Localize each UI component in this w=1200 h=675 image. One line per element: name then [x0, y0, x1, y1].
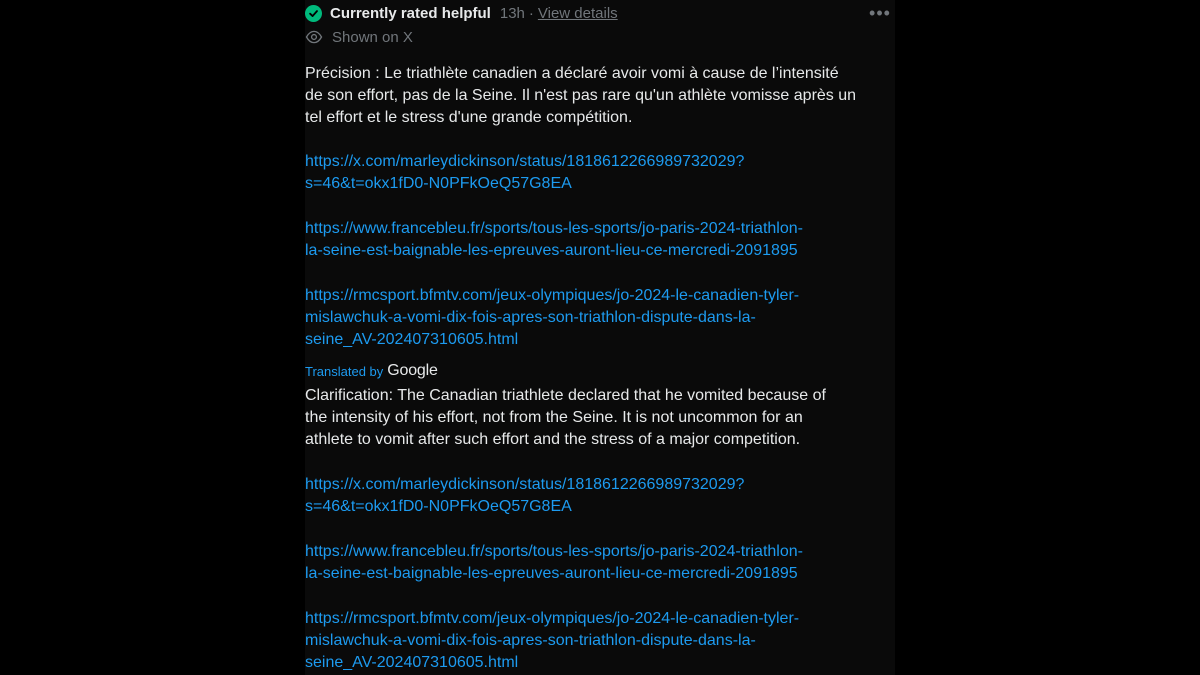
- link-line[interactable]: s=46&t=okx1fD0-N0PFkOeQ57G8EA: [305, 175, 572, 192]
- link-line[interactable]: https://www.francebleu.fr/sports/tous-les-sports/jo-paris-2024-triathlon-: [305, 220, 803, 237]
- link-line[interactable]: https://www.francebleu.fr/sports/tous-les-sports/jo-paris-2024-triathlon-: [305, 543, 803, 560]
- more-horizontal-icon: •••: [869, 2, 891, 23]
- link-line[interactable]: la-seine-est-baignable-les-epreuves-auront-lieu-ce-mercredi-2091895: [305, 242, 798, 259]
- note-original-text: [305, 63, 895, 129]
- note-header: [305, 3, 618, 23]
- text-line: tel effort et le stress d'une grande compétition.: [305, 109, 633, 126]
- view-details-link[interactable]: View details: [537, 4, 618, 22]
- translated-link-rmcsport[interactable]: [305, 608, 895, 674]
- text-line: Clarification: The Canadian triathlete declared that he vomited because of: [305, 387, 826, 404]
- text-line: athlete to vomit after such effort and the stress of a major competition.: [305, 431, 801, 448]
- separator-dot: ·: [528, 4, 534, 22]
- link-line[interactable]: la-seine-est-baignable-les-epreuves-auront-lieu-ce-mercredi-2091895: [305, 565, 798, 582]
- link-line[interactable]: seine_AV-202407310605.html: [305, 654, 519, 671]
- link-line[interactable]: https://x.com/marleydickinson/status/1818612266989732029?: [305, 476, 745, 493]
- text-line: the intensity of his effort, not from the Seine. It is not uncommon for an: [305, 409, 803, 426]
- link-line[interactable]: mislawchuk-a-vomi-dix-fois-apres-son-triathlon-dispute-dans-la-: [305, 309, 756, 326]
- link-line[interactable]: https://rmcsport.bfmtv.com/jeux-olympiques/jo-2024-le-canadien-tyler-: [305, 610, 800, 627]
- link-line[interactable]: s=46&t=okx1fD0-N0PFkOeQ57G8EA: [305, 498, 572, 515]
- text-line: de son effort, pas de la Seine. Il n'est pas rare qu'un athlète vomisse après un: [305, 87, 857, 104]
- translated-by-row: [305, 360, 438, 382]
- link-line[interactable]: https://rmcsport.bfmtv.com/jeux-olympiques/jo-2024-le-canadien-tyler-: [305, 287, 800, 304]
- note-translated-text: [305, 385, 895, 451]
- google-logo: Google: [387, 362, 438, 379]
- check-circle-icon: [305, 5, 322, 22]
- note-timestamp: 13h: [499, 4, 525, 22]
- translated-link-francebleu[interactable]: [305, 541, 895, 585]
- translated-by-label: Translated by: [305, 363, 384, 379]
- note-status: Currently rated helpful: [330, 4, 491, 22]
- link-line[interactable]: https://x.com/marleydickinson/status/1818612266989732029?: [305, 153, 745, 170]
- eye-icon: [305, 28, 323, 46]
- text-line: Précision : Le triathlète canadien a déclaré avoir vomi à cause de l’intensité: [305, 65, 839, 82]
- shown-on-row: [305, 27, 413, 47]
- link-line[interactable]: mislawchuk-a-vomi-dix-fois-apres-son-triathlon-dispute-dans-la-: [305, 632, 756, 649]
- more-options-button[interactable]: [865, 3, 895, 23]
- source-link-francebleu[interactable]: [305, 218, 895, 262]
- community-note: [305, 0, 895, 675]
- source-link-rmcsport[interactable]: [305, 285, 895, 351]
- source-link-x[interactable]: [305, 151, 895, 195]
- link-line[interactable]: seine_AV-202407310605.html: [305, 331, 519, 348]
- shown-on-label: Shown on X: [332, 28, 413, 46]
- translated-link-x[interactable]: [305, 474, 895, 518]
